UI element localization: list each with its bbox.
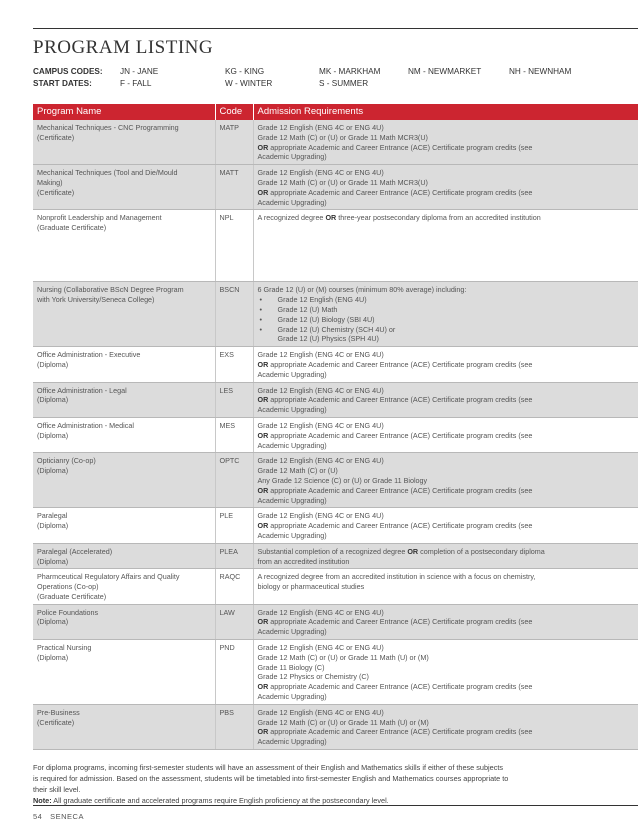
campus-code: MK - MARKHAM — [319, 67, 381, 76]
admission-requirements-cell — [253, 347, 638, 382]
requirement-bullet: • Grade 12 (U) Math — [258, 305, 635, 315]
program-code-cell: PND — [215, 640, 253, 705]
program-code-cell: EXS — [215, 347, 253, 382]
requirement-line: OR appropriate Academic and Career Entrance (ACE) Certificate program credits (see — [257, 187, 533, 197]
or-keyword: OR — [257, 187, 269, 197]
or-keyword: OR — [257, 485, 269, 495]
requirement-line: Grade 12 English (ENG 4C or ENG 4U) — [257, 607, 384, 617]
table-row — [33, 704, 638, 749]
or-keyword: OR — [257, 682, 269, 692]
program-name-line: (Diploma) — [37, 652, 69, 662]
table-row — [33, 417, 638, 452]
footnote-line: their skill level. — [33, 785, 81, 794]
program-name-line: (Diploma) — [37, 359, 69, 369]
page-number: 54 — [33, 812, 43, 821]
program-name-cell — [33, 704, 215, 749]
program-name-line: (Diploma) — [37, 556, 69, 566]
footnote-line: is required for admission. Based on the assessment, students will be timetabled into first-semester English and Mathematics courses appropriate to — [33, 774, 509, 783]
requirement-line: Grade 12 English (ENG 4C or ENG 4U) — [257, 350, 384, 360]
column-header-admission-requirements: Admission Requirements — [253, 104, 638, 120]
table-row — [33, 604, 638, 639]
footnote — [33, 762, 613, 806]
or-keyword: OR — [407, 546, 419, 556]
program-name-line: (Graduate Certificate) — [37, 591, 107, 601]
or-keyword: OR — [257, 430, 269, 440]
program-name-cell — [33, 640, 215, 705]
start-dates-label: START DATES: — [33, 79, 92, 88]
requirement-line: Academic Upgrading) — [257, 737, 327, 747]
requirement-line: OR appropriate Academic and Career Entrance (ACE) Certificate program credits (see — [257, 485, 533, 495]
program-code-cell: LAW — [215, 604, 253, 639]
or-keyword: OR — [257, 727, 269, 737]
requirement-line: Grade 12 Math (C) or (U) or Grade 11 Math (U) or (M) — [257, 717, 429, 727]
or-keyword: OR — [257, 395, 269, 405]
program-name-cell — [33, 604, 215, 639]
program-name-line: (Diploma) — [37, 466, 69, 476]
requirement-line: Grade 12 Math (C) or (U) or Grade 11 Math MCR3(U) — [257, 132, 428, 142]
requirement-line: Academic Upgrading) — [257, 405, 327, 415]
admission-requirements-cell — [253, 120, 638, 165]
program-name-line: Mechanical Techniques (Tool and Die/Mould — [37, 168, 178, 178]
requirement-line: Grade 12 Math (C) or (U) or Grade 11 Math MCR3(U) — [257, 177, 428, 187]
program-name-line: Police Foundations — [37, 607, 99, 617]
program-name-cell — [33, 382, 215, 417]
requirement-line: Substantial completion of a recognized degree OR completion of a postsecondary diploma — [257, 546, 545, 556]
footer-brand: SENECA — [50, 812, 84, 821]
program-code-cell: OPTC — [215, 453, 253, 508]
campus-code: NM - NEWMARKET — [408, 67, 482, 76]
program-name-line: Pharmceutical Regulatory Affairs and Quality — [37, 572, 180, 582]
admission-requirements-cell — [253, 382, 638, 417]
admission-requirements-cell — [253, 543, 638, 569]
admission-requirements-cell — [253, 165, 638, 210]
program-name-line: Making) — [37, 177, 63, 187]
requirement-line: Grade 12 English (ENG 4C or ENG 4U) — [257, 456, 384, 466]
campus-code: KG - KING — [225, 67, 265, 76]
program-table-body — [33, 120, 638, 750]
table-row — [33, 282, 638, 347]
program-name-line: (Diploma) — [37, 430, 69, 440]
requirement-line: OR appropriate Academic and Career Entrance (ACE) Certificate program credits (see — [257, 359, 533, 369]
table-header-row — [33, 104, 638, 120]
program-code-cell: NPL — [215, 210, 253, 282]
program-name-line: (Diploma) — [37, 617, 69, 627]
requirement-line: Grade 11 Biology (C) — [257, 662, 325, 672]
requirement-line: OR appropriate Academic and Career Entrance (ACE) Certificate program credits (see — [257, 617, 533, 627]
page-footer — [33, 812, 84, 821]
program-code-cell: MES — [215, 417, 253, 452]
program-name-line: Opticianry (Co-op) — [37, 456, 96, 466]
program-name-cell — [33, 347, 215, 382]
table-row — [33, 382, 638, 417]
requirement-line: Grade 12 (U) Physics (SPH 4U) — [277, 334, 379, 344]
admission-requirements-cell — [253, 604, 638, 639]
campus-code: NH - NEWNHAM — [509, 67, 572, 76]
requirement-line: OR appropriate Academic and Career Entrance (ACE) Certificate program credits (see — [257, 727, 533, 737]
requirement-line: Academic Upgrading) — [257, 530, 327, 540]
program-name-line: Pre-Business — [37, 707, 80, 717]
requirement-bullet: • Grade 12 English (ENG 4U) — [258, 295, 635, 305]
program-name-line: Office Administration - Legal — [37, 385, 127, 395]
requirement-line: Academic Upgrading) — [257, 495, 327, 505]
requirement-line: A recognized degree OR three-year postsecondary diploma from an accredited institution — [257, 213, 541, 223]
admission-requirements-cell — [253, 569, 638, 604]
program-name-cell — [33, 165, 215, 210]
requirement-line: biology or pharmaceutical studies — [257, 582, 365, 592]
admission-requirements-cell — [253, 704, 638, 749]
program-name-line: Mechanical Techniques - CNC Programming — [37, 123, 179, 132]
requirement-line: Academic Upgrading) — [257, 627, 327, 637]
table-row — [33, 569, 638, 604]
requirement-bullet: • Grade 12 (U) Biology (SBI 4U) — [258, 315, 635, 325]
program-name-line: Paralegal (Accelerated) — [37, 546, 113, 556]
program-code-cell: RAQC — [215, 569, 253, 604]
program-code-cell: LES — [215, 382, 253, 417]
requirement-line: Grade 12 English (ENG 4C or ENG 4U) — [257, 420, 384, 430]
program-name-line: Office Administration - Medical — [37, 420, 134, 430]
admission-requirements-cell — [253, 508, 638, 543]
requirement-line: OR appropriate Academic and Career Entrance (ACE) Certificate program credits (see — [257, 430, 533, 440]
program-name-cell — [33, 569, 215, 604]
program-code-cell: MATT — [215, 165, 253, 210]
program-code-cell: BSCN — [215, 282, 253, 347]
program-name-line: (Diploma) — [37, 521, 69, 531]
table-row — [33, 543, 638, 569]
requirement-line: from an accredited institution — [257, 556, 350, 566]
column-header-code: Code — [215, 104, 253, 120]
program-name-line: Practical Nursing — [37, 643, 92, 653]
requirement-line: Grade 12 English (ENG 4C or ENG 4U) — [257, 168, 384, 178]
requirement-line: Grade 12 English (ENG 4C or ENG 4U) — [257, 123, 384, 132]
table-row — [33, 165, 638, 210]
admission-requirements-cell — [253, 453, 638, 508]
start-date: W - WINTER — [225, 79, 273, 88]
program-name-line: (Certificate) — [37, 717, 75, 727]
program-name-line: (Certificate) — [37, 132, 75, 142]
requirement-line: Academic Upgrading) — [257, 197, 327, 207]
table-row — [33, 453, 638, 508]
program-name-line: Office Administration - Executive — [37, 350, 141, 360]
requirement-line: Grade 12 English (ENG 4C or ENG 4U) — [257, 643, 384, 653]
program-name-line: (Graduate Certificate) — [37, 223, 107, 233]
requirement-line: Grade 12 English (ENG 4C or ENG 4U) — [257, 385, 384, 395]
campus-codes-label: CAMPUS CODES: — [33, 67, 103, 76]
or-keyword: OR — [257, 359, 269, 369]
program-name-cell — [33, 543, 215, 569]
program-name-cell — [33, 417, 215, 452]
requirement-line: Academic Upgrading) — [257, 692, 327, 702]
program-name-cell — [33, 453, 215, 508]
requirement-line: Grade 12 Math (C) or (U) or Grade 11 Math (U) or (M) — [257, 652, 429, 662]
requirement-line: Grade 12 Math (C) or (U) — [257, 466, 338, 476]
program-code-cell: PLE — [215, 508, 253, 543]
program-name-line: Nonprofit Leadership and Management — [37, 213, 162, 223]
program-name-line: Operations (Co-op) — [37, 582, 99, 592]
requirement-line: Grade 12 English (ENG 4C or ENG 4U) — [257, 707, 384, 717]
table-row — [33, 347, 638, 382]
table-row — [33, 210, 638, 282]
table-row — [33, 120, 638, 165]
program-name-line: Paralegal — [37, 511, 68, 521]
campus-code: JN - JANE — [120, 67, 159, 76]
requirement-line: Academic Upgrading) — [257, 440, 327, 450]
program-name-cell — [33, 282, 215, 347]
program-name-line: Nursing (Collaborative BScN Degree Program — [37, 285, 184, 295]
requirement-line: Academic Upgrading) — [257, 369, 327, 379]
start-date: F - FALL — [120, 79, 152, 88]
program-name-line: (Certificate) — [37, 187, 75, 197]
program-name-cell — [33, 508, 215, 543]
or-keyword: OR — [257, 142, 269, 152]
requirement-line: OR appropriate Academic and Career Entrance (ACE) Certificate program credits (see — [257, 682, 533, 692]
program-table — [33, 104, 638, 750]
requirement-line: Grade 12 Physics or Chemistry (C) — [257, 672, 369, 682]
program-code-cell: MATP — [215, 120, 253, 165]
requirement-line: OR appropriate Academic and Career Entrance (ACE) Certificate program credits (see — [257, 521, 533, 531]
program-name-line: with York University/Seneca College) — [37, 295, 155, 305]
page-title: PROGRAM LISTING — [33, 37, 214, 58]
admission-requirements-cell — [253, 417, 638, 452]
admission-requirements-cell — [253, 640, 638, 705]
requirement-line: 6 Grade 12 (U) or (M) courses (minimum 80% average) including: — [257, 285, 467, 295]
column-header-program-name: Program Name — [33, 104, 215, 120]
footnote-line: For diploma programs, incoming first-semester students will have an assessment of their English and Mathematics skills if either of these subjects — [33, 763, 504, 772]
program-name-cell — [33, 120, 215, 165]
requirement-line: OR appropriate Academic and Career Entrance (ACE) Certificate program credits (see — [257, 142, 533, 152]
or-keyword: OR — [325, 213, 337, 223]
program-name-line: (Diploma) — [37, 395, 69, 405]
admission-requirements-cell — [253, 210, 638, 282]
program-code-cell: PBS — [215, 704, 253, 749]
requirement-line: OR appropriate Academic and Career Entrance (ACE) Certificate program credits (see — [257, 395, 533, 405]
requirement-line: Grade 12 English (ENG 4C or ENG 4U) — [257, 511, 384, 521]
requirement-line: Academic Upgrading) — [257, 152, 327, 162]
table-row — [33, 508, 638, 543]
requirement-bullet: • Grade 12 (U) Chemistry (SCH 4U) or — [258, 325, 635, 335]
or-keyword: OR — [257, 617, 269, 627]
admission-requirements-cell — [253, 282, 638, 347]
requirement-line: Any Grade 12 Science (C) or (U) or Grade 11 Biology — [257, 475, 428, 485]
note-label: Note: — [33, 796, 52, 805]
start-date: S - SUMMER — [319, 79, 369, 88]
table-row — [33, 640, 638, 705]
bottom-rule — [33, 805, 638, 806]
requirement-line: A recognized degree from an accredited institution in science with a focus on chemistry, — [257, 572, 536, 582]
program-code-cell: PLEA — [215, 543, 253, 569]
or-keyword: OR — [257, 521, 269, 531]
program-name-cell — [33, 210, 215, 282]
note-text: All graduate certificate and accelerated programs require English proficiency at the postsecondary level. — [51, 796, 389, 805]
top-rule — [33, 28, 638, 29]
